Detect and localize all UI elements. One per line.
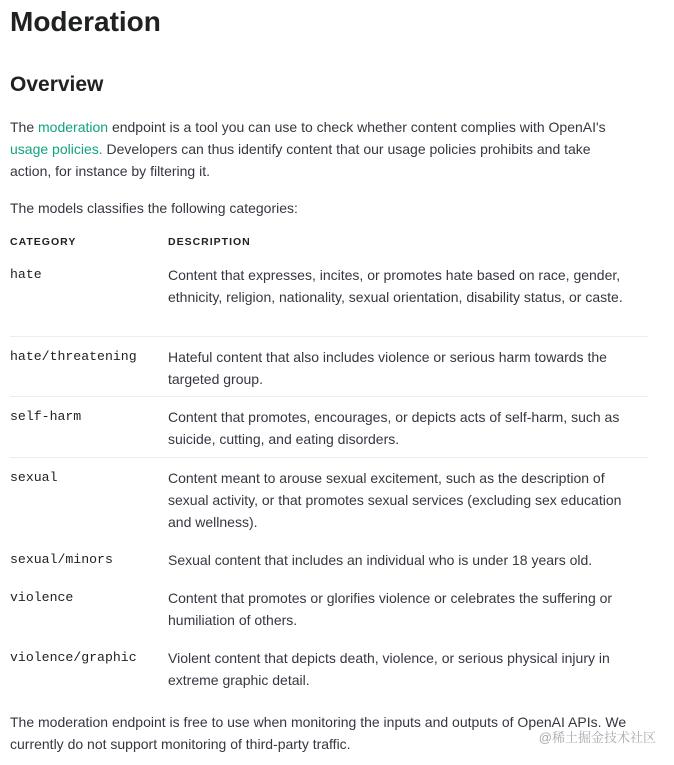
category-description: Content meant to arouse sexual excitement, such as the description of sexual activity, or that promotes sexual services (excluding sex education and wellness). bbox=[168, 470, 622, 530]
header-description: DESCRIPTION bbox=[168, 236, 251, 248]
category-code: sexual bbox=[10, 470, 58, 485]
moderation-link[interactable]: moderation bbox=[38, 119, 109, 135]
section-heading-overview: Overview bbox=[10, 73, 104, 96]
table-row bbox=[10, 587, 648, 637]
category-code: self-harm bbox=[10, 409, 82, 424]
category-description: Content that promotes, encourages, or depicts acts of self-harm, such as suicide, cutting, and eating disorders. bbox=[168, 409, 620, 447]
watermark: @稀土掘金技术社区 bbox=[538, 730, 656, 745]
table-row bbox=[10, 264, 648, 337]
page-title: Moderation bbox=[10, 6, 161, 37]
category-code: hate/threatening bbox=[10, 349, 137, 364]
category-description: Hateful content that also includes violence or serious harm towards the targeted group. bbox=[168, 349, 607, 387]
intro-text-3: Developers can thus identify content that our usage policies prohibits and take action, for instance by filtering it. bbox=[10, 141, 591, 179]
category-code: violence/graphic bbox=[10, 650, 137, 665]
intro-text-1: The bbox=[10, 119, 39, 135]
intro-paragraph bbox=[10, 116, 620, 182]
table-row bbox=[10, 346, 648, 397]
table-row bbox=[10, 467, 648, 539]
category-code: sexual/minors bbox=[10, 552, 113, 567]
category-description: Sexual content that includes an individual who is under 18 years old. bbox=[168, 552, 593, 568]
category-code: violence bbox=[10, 590, 74, 605]
table-row bbox=[10, 406, 648, 458]
usage-policies-link[interactable]: usage policies. bbox=[10, 141, 103, 157]
category-description: Content that promotes or glorifies violence or celebrates the suffering or humiliation of others. bbox=[168, 590, 613, 628]
header-category: CATEGORY bbox=[10, 236, 77, 248]
intro-text-2: endpoint is a tool you can use to check whether content complies with OpenAI's bbox=[108, 119, 606, 135]
table-row bbox=[10, 647, 648, 697]
categories-intro: The models classifies the following categories: bbox=[10, 200, 298, 216]
category-description: Content that expresses, incites, or promotes hate based on race, gender, ethnicity, religion, nationality, sexual orientation, disability status, or caste. bbox=[168, 267, 623, 305]
category-description: Violent content that depicts death, violence, or serious physical injury in extreme graphic detail. bbox=[168, 650, 610, 688]
table-row bbox=[10, 549, 648, 577]
category-code: hate bbox=[10, 267, 42, 282]
footer-paragraph: The moderation endpoint is free to use when monitoring the inputs and outputs of OpenAI APIs. We currently do not support monitoring of third-party traffic. bbox=[10, 714, 627, 752]
